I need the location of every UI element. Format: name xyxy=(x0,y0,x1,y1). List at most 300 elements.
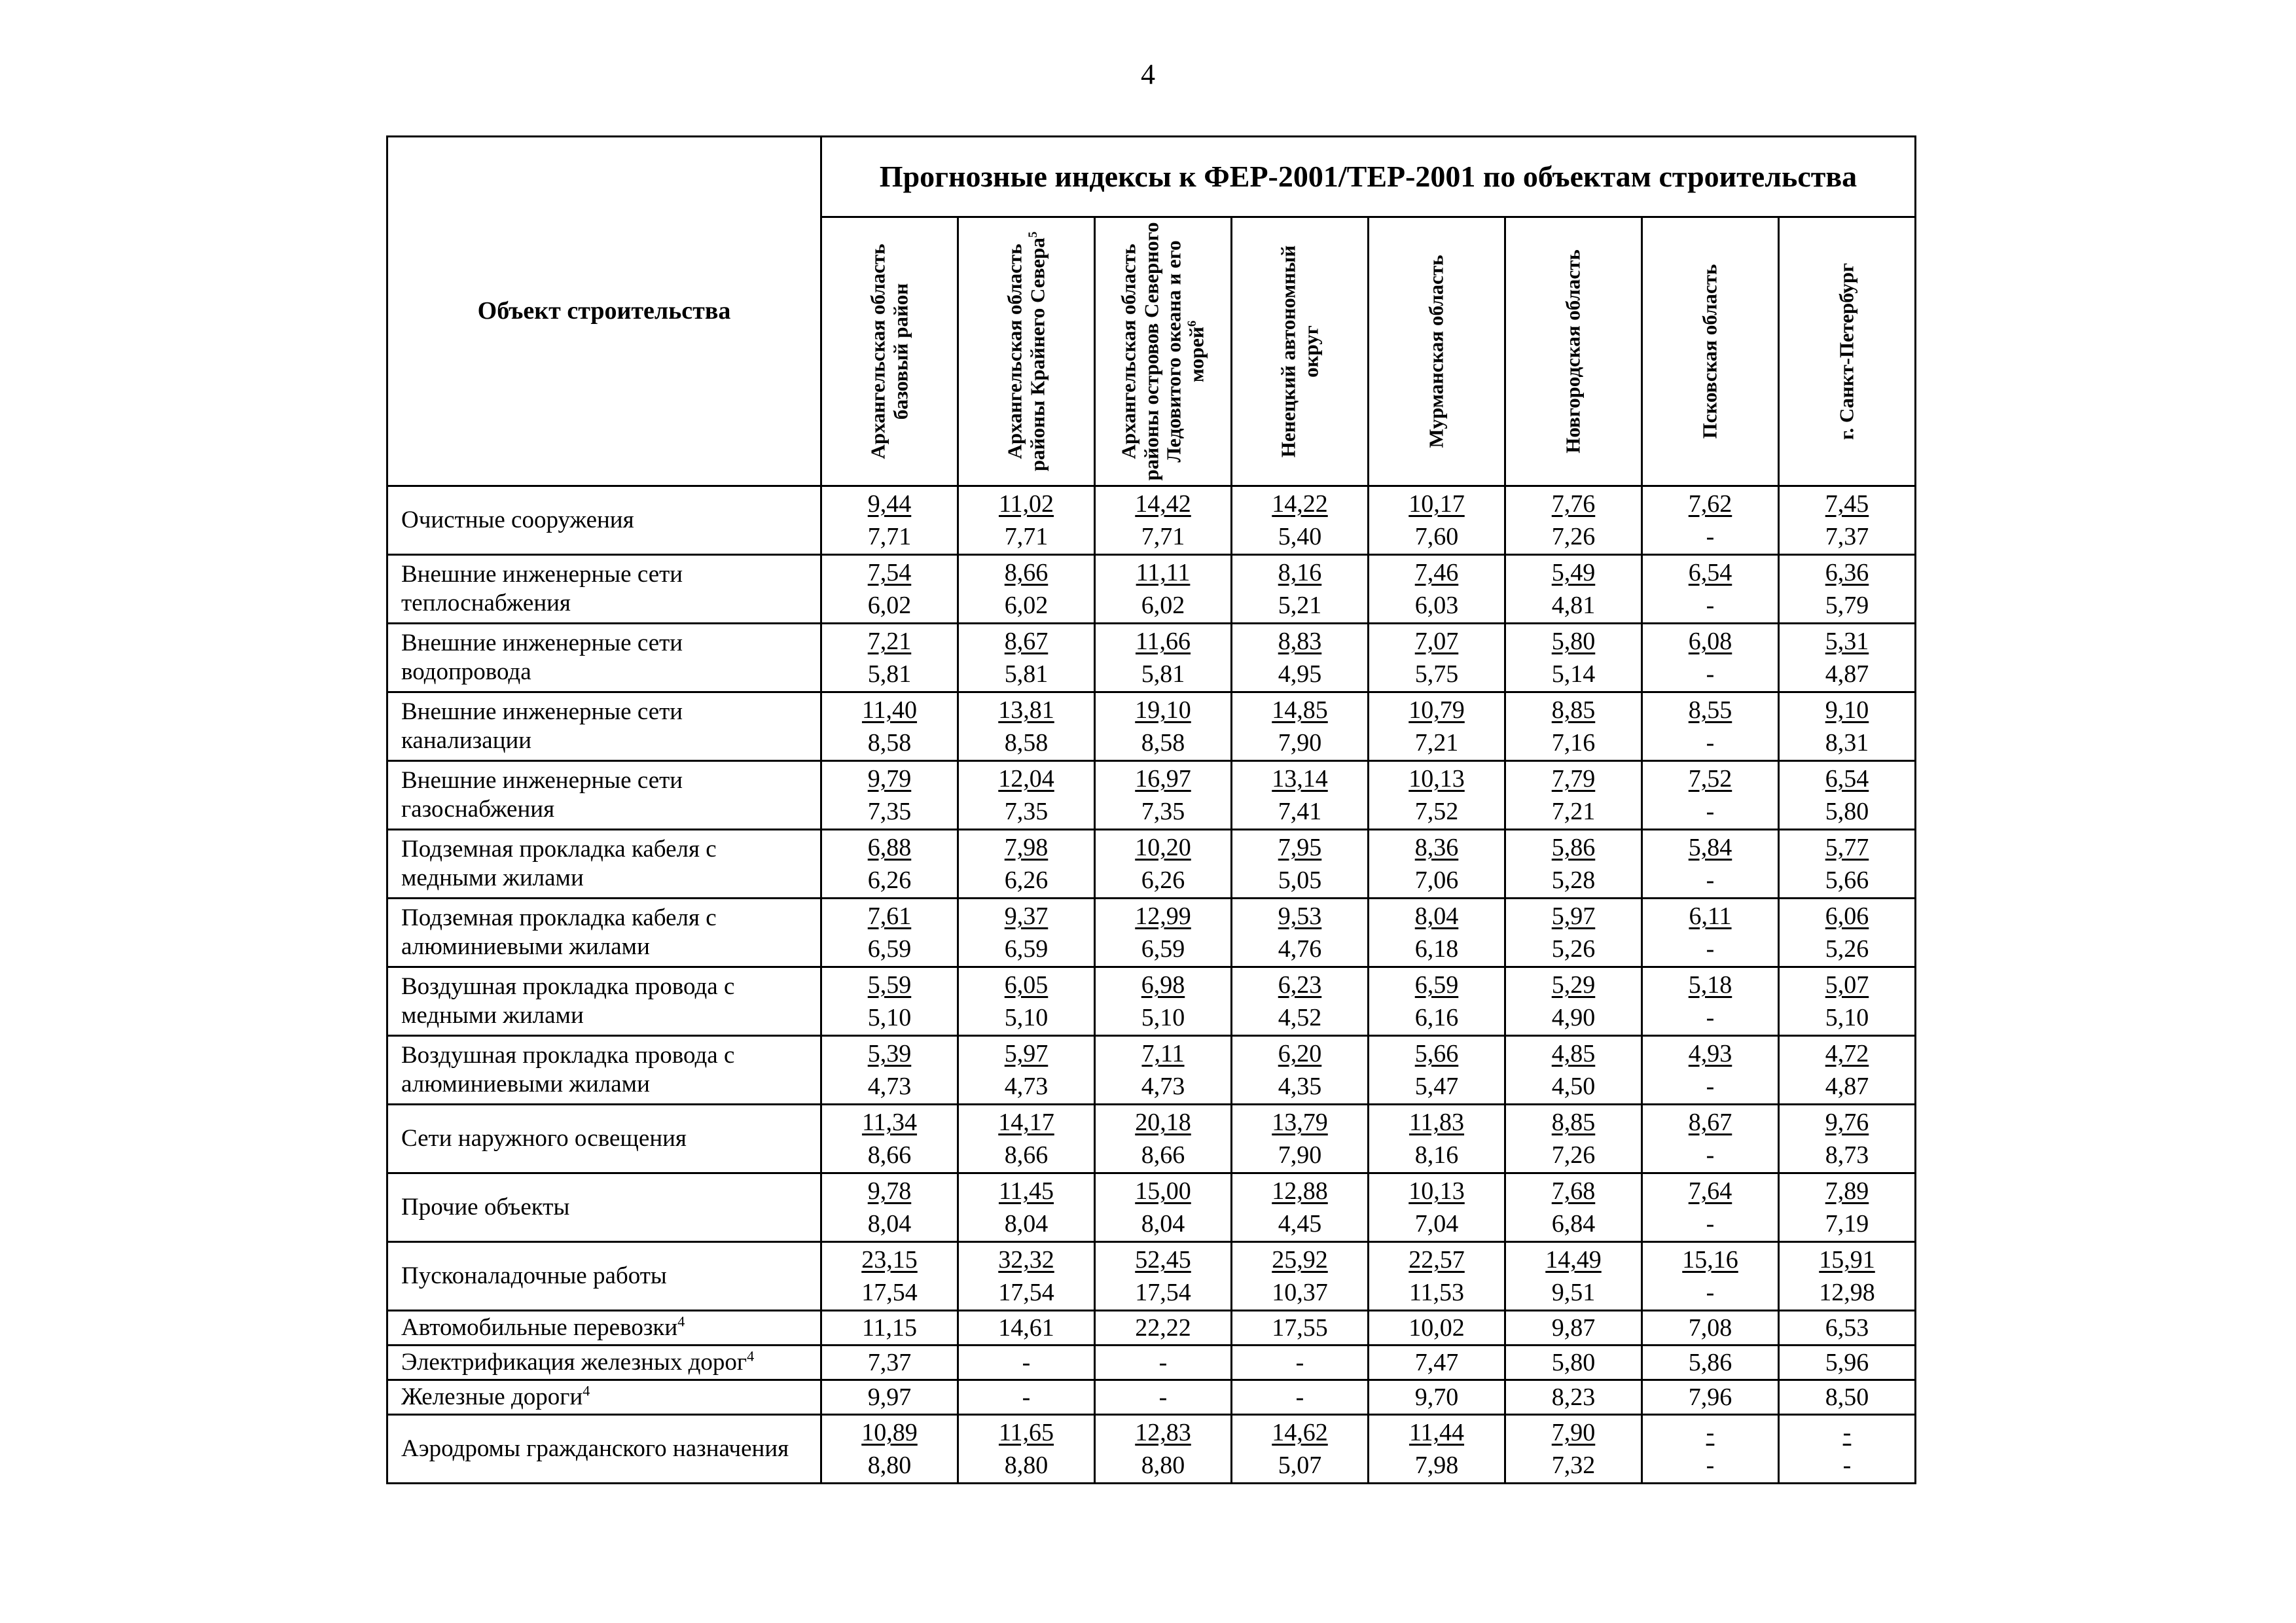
base-index-value: 8,16 xyxy=(1414,1141,1459,1169)
base-index-value: 5,26 xyxy=(1825,935,1869,963)
index-value: 7,96 xyxy=(1688,1383,1732,1411)
index-cell xyxy=(1505,555,1642,624)
forecast-index-value: 25,92 xyxy=(1272,1246,1328,1274)
base-index-value: 7,32 xyxy=(1551,1452,1596,1479)
index-cell xyxy=(958,1173,1095,1242)
index-cell xyxy=(821,830,958,899)
index-value: 17,55 xyxy=(1272,1314,1328,1342)
table-row xyxy=(387,899,1916,967)
forecast-index-value: 7,76 xyxy=(1551,490,1596,518)
forecast-index-value: 6,06 xyxy=(1825,902,1869,930)
base-index-value: - xyxy=(1706,1073,1715,1100)
base-index-value: 7,35 xyxy=(1141,798,1185,825)
forecast-index-value: 6,08 xyxy=(1688,628,1732,655)
index-cell xyxy=(1232,1105,1369,1173)
index-cell xyxy=(1095,555,1232,624)
index-value: - xyxy=(1158,1383,1168,1411)
index-cell xyxy=(1095,1242,1232,1311)
index-value: - xyxy=(1295,1349,1304,1376)
construction-object-name: Внешние инженерные сети канализации xyxy=(401,698,683,754)
index-cell xyxy=(1779,1173,1916,1242)
table-row xyxy=(387,624,1916,692)
index-cell xyxy=(1369,555,1505,624)
construction-object-name: Воздушная прокладка провода с медными жилами xyxy=(401,972,735,1029)
index-cell xyxy=(821,486,958,555)
footnote-marker: 4 xyxy=(677,1313,685,1330)
base-index-value: 4,87 xyxy=(1825,660,1869,688)
index-cell xyxy=(958,624,1095,692)
forecast-index-value: 10,89 xyxy=(861,1419,918,1446)
base-index-value: 8,58 xyxy=(867,729,912,757)
index-cell xyxy=(821,1173,958,1242)
construction-object-name: Подземная прокладка кабеля с алюминиевыми жилами xyxy=(401,904,717,960)
index-cell xyxy=(958,1036,1095,1105)
index-value: 9,97 xyxy=(867,1383,912,1411)
index-cell xyxy=(1095,486,1232,555)
region-column-header xyxy=(821,217,958,486)
base-index-value: 17,54 xyxy=(861,1279,918,1306)
forecast-index-value: 14,42 xyxy=(1135,490,1191,518)
forecast-index-value: 5,66 xyxy=(1414,1040,1459,1067)
index-cell xyxy=(1232,1346,1369,1380)
forecast-index-table xyxy=(386,135,1916,1484)
base-index-value: 6,59 xyxy=(1004,935,1049,963)
base-index-value: 5,07 xyxy=(1278,1452,1322,1479)
index-cell xyxy=(821,899,958,967)
index-cell xyxy=(1369,1346,1505,1380)
forecast-index-value: 10,13 xyxy=(1408,1177,1465,1205)
index-cell xyxy=(1369,624,1505,692)
base-index-value: 6,18 xyxy=(1414,935,1459,963)
index-cell xyxy=(1095,1346,1232,1380)
index-cell xyxy=(1642,1415,1779,1484)
base-index-value: 4,50 xyxy=(1551,1073,1596,1100)
index-value: 6,53 xyxy=(1825,1314,1869,1342)
forecast-index-value: 12,83 xyxy=(1135,1419,1191,1446)
base-index-value: 6,26 xyxy=(867,866,912,894)
base-index-value: 5,79 xyxy=(1825,592,1869,619)
construction-object-cell xyxy=(387,761,821,830)
index-cell xyxy=(1095,899,1232,967)
index-cell xyxy=(1505,1415,1642,1484)
region-column-text: Новгородская область xyxy=(1561,249,1585,454)
base-index-value: 8,66 xyxy=(1004,1141,1049,1169)
index-value: 7,08 xyxy=(1688,1314,1732,1342)
index-cell xyxy=(1505,967,1642,1036)
base-index-value: - xyxy=(1706,866,1715,894)
index-cell xyxy=(1369,967,1505,1036)
forecast-index-value: 5,39 xyxy=(867,1040,912,1067)
forecast-index-value: 6,54 xyxy=(1688,559,1732,586)
index-cell xyxy=(958,1105,1095,1173)
index-cell xyxy=(821,1380,958,1415)
index-cell xyxy=(1232,1036,1369,1105)
base-index-value: 6,26 xyxy=(1004,866,1049,894)
base-index-value: 7,35 xyxy=(867,798,912,825)
index-cell xyxy=(1369,761,1505,830)
construction-object-cell xyxy=(387,1380,821,1415)
base-index-value: 5,26 xyxy=(1551,935,1596,963)
construction-object-name: Пусконаладочные работы xyxy=(401,1262,667,1289)
forecast-index-value: 9,78 xyxy=(867,1177,912,1205)
forecast-index-value: 13,79 xyxy=(1272,1109,1328,1136)
forecast-index-value: 6,20 xyxy=(1278,1040,1322,1067)
table-row xyxy=(387,1173,1916,1242)
forecast-index-value: 8,36 xyxy=(1414,834,1459,861)
forecast-index-value: 7,52 xyxy=(1688,765,1732,793)
base-index-value: 4,52 xyxy=(1278,1004,1322,1031)
region-column-label xyxy=(1277,221,1322,482)
index-cell xyxy=(1642,1242,1779,1311)
index-cell xyxy=(1232,624,1369,692)
index-cell xyxy=(958,967,1095,1036)
forecast-index-value: 11,34 xyxy=(861,1109,918,1136)
index-value: 9,87 xyxy=(1551,1314,1596,1342)
forecast-index-value: 9,10 xyxy=(1825,696,1869,724)
index-cell xyxy=(1779,1105,1916,1173)
index-cell xyxy=(958,830,1095,899)
index-cell xyxy=(958,555,1095,624)
forecast-index-value: 5,86 xyxy=(1551,834,1596,861)
base-index-value: 5,10 xyxy=(1141,1004,1185,1031)
table-row xyxy=(387,830,1916,899)
base-index-value: 11,53 xyxy=(1408,1279,1465,1306)
forecast-index-value: 10,20 xyxy=(1135,834,1191,861)
forecast-index-value: 5,49 xyxy=(1551,559,1596,586)
construction-object-name: Электрификация железных дорог xyxy=(401,1348,747,1376)
forecast-index-value: 8,16 xyxy=(1278,559,1322,586)
forecast-index-value: 11,11 xyxy=(1136,559,1191,586)
construction-object-name: Внешние инженерные сети газоснабжения xyxy=(401,766,683,823)
base-index-value: 5,05 xyxy=(1278,866,1322,894)
forecast-index-value: - xyxy=(1706,1419,1715,1446)
base-index-value: 7,37 xyxy=(1825,523,1869,550)
index-cell xyxy=(1369,899,1505,967)
index-value: 5,86 xyxy=(1688,1349,1732,1376)
construction-object-cell xyxy=(387,1415,821,1484)
region-column-label xyxy=(1836,221,1859,482)
index-cell xyxy=(958,1242,1095,1311)
index-cell xyxy=(1779,1036,1916,1105)
forecast-index-value: 7,07 xyxy=(1414,628,1459,655)
base-index-value: 5,75 xyxy=(1414,660,1459,688)
base-index-value: 4,73 xyxy=(1004,1073,1049,1100)
base-index-value: - xyxy=(1706,935,1715,963)
table-row xyxy=(387,1415,1916,1484)
base-index-value: 5,66 xyxy=(1825,866,1869,894)
index-cell xyxy=(958,1415,1095,1484)
region-column-header xyxy=(1232,217,1369,486)
index-cell xyxy=(821,692,958,761)
forecast-index-value: 5,97 xyxy=(1551,902,1596,930)
forecast-index-value: 7,90 xyxy=(1551,1419,1596,1446)
base-index-value: 7,60 xyxy=(1414,523,1459,550)
base-index-value: 4,45 xyxy=(1278,1210,1322,1238)
forecast-index-value: 8,67 xyxy=(1004,628,1049,655)
construction-object-name: Очистные сооружения xyxy=(401,506,634,533)
region-column-text: Архангельская область районы Крайнего Севера xyxy=(1003,238,1049,472)
region-column-text: Мурманская область xyxy=(1424,255,1448,448)
forecast-index-value: 15,16 xyxy=(1682,1246,1738,1274)
base-index-value: 17,54 xyxy=(998,1279,1054,1306)
forecast-index-value: 5,80 xyxy=(1551,628,1596,655)
base-index-value: 8,58 xyxy=(1141,729,1185,757)
base-index-value: - xyxy=(1706,729,1715,757)
index-value: 14,61 xyxy=(998,1314,1054,1342)
forecast-index-value: 7,11 xyxy=(1141,1040,1185,1067)
base-index-value: 7,90 xyxy=(1278,1141,1322,1169)
base-index-value: 5,81 xyxy=(1141,660,1185,688)
index-value: 10,02 xyxy=(1408,1314,1465,1342)
index-cell xyxy=(1505,1346,1642,1380)
index-cell xyxy=(1642,1346,1779,1380)
base-index-value: 4,73 xyxy=(1141,1073,1185,1100)
base-index-value: 7,35 xyxy=(1004,798,1049,825)
forecast-index-value: 14,49 xyxy=(1545,1246,1602,1274)
construction-object-cell xyxy=(387,555,821,624)
forecast-index-value: 14,85 xyxy=(1272,696,1328,724)
forecast-index-value: 14,22 xyxy=(1272,490,1328,518)
forecast-index-value: 7,61 xyxy=(867,902,912,930)
forecast-index-value: 11,40 xyxy=(861,696,918,724)
forecast-index-value: 8,04 xyxy=(1414,902,1459,930)
base-index-value: - xyxy=(1706,1004,1715,1031)
object-column-header: Объект строительства xyxy=(387,137,821,486)
forecast-index-value: 9,44 xyxy=(867,490,912,518)
index-cell xyxy=(958,1380,1095,1415)
forecast-index-value: 8,55 xyxy=(1688,696,1732,724)
index-cell xyxy=(821,967,958,1036)
forecast-index-value: 10,79 xyxy=(1408,696,1465,724)
index-cell xyxy=(1369,1036,1505,1105)
base-index-value: 4,90 xyxy=(1551,1004,1596,1031)
index-cell xyxy=(1779,624,1916,692)
base-index-value: - xyxy=(1706,1279,1715,1306)
base-index-value: 6,02 xyxy=(867,592,912,619)
base-index-value: 8,66 xyxy=(1141,1141,1185,1169)
index-cell xyxy=(1095,1173,1232,1242)
index-cell xyxy=(1095,1036,1232,1105)
index-cell xyxy=(1642,1036,1779,1105)
forecast-index-value: 5,84 xyxy=(1688,834,1732,861)
index-cell xyxy=(821,1311,958,1346)
base-index-value: 6,03 xyxy=(1414,592,1459,619)
forecast-index-value: 5,77 xyxy=(1825,834,1869,861)
forecast-index-value: 11,45 xyxy=(998,1177,1054,1205)
forecast-index-value: 6,05 xyxy=(1004,971,1049,999)
base-index-value: 7,71 xyxy=(1004,523,1049,550)
table-row xyxy=(387,1242,1916,1311)
index-cell xyxy=(1232,692,1369,761)
forecast-index-value: 8,85 xyxy=(1551,1109,1596,1136)
forecast-index-value: 9,53 xyxy=(1278,902,1322,930)
index-cell xyxy=(1369,1242,1505,1311)
index-value: 8,50 xyxy=(1825,1383,1869,1411)
forecast-index-value: 6,98 xyxy=(1141,971,1185,999)
base-index-value: 7,71 xyxy=(1141,523,1185,550)
index-cell xyxy=(1232,486,1369,555)
table-row xyxy=(387,1105,1916,1173)
index-cell xyxy=(1232,1380,1369,1415)
base-index-value: 8,31 xyxy=(1825,729,1869,757)
base-index-value: 5,47 xyxy=(1414,1073,1459,1100)
base-index-value: - xyxy=(1706,1141,1715,1169)
forecast-index-value: 5,07 xyxy=(1825,971,1869,999)
table-row xyxy=(387,486,1916,555)
region-column-text: Архангельская область районы островов Северного Ледовитого океана и его морей xyxy=(1117,222,1208,481)
forecast-index-value: 7,79 xyxy=(1551,765,1596,793)
index-cell xyxy=(1642,486,1779,555)
forecast-index-value: 4,93 xyxy=(1688,1040,1732,1067)
index-value: 7,37 xyxy=(867,1349,912,1376)
construction-object-cell xyxy=(387,899,821,967)
forecast-index-value: 7,64 xyxy=(1688,1177,1732,1205)
index-cell xyxy=(1095,1105,1232,1173)
base-index-value: - xyxy=(1842,1452,1852,1479)
forecast-index-value: 20,18 xyxy=(1135,1109,1191,1136)
index-value: - xyxy=(1022,1349,1031,1376)
base-index-value: 4,76 xyxy=(1278,935,1322,963)
forecast-index-value: 5,31 xyxy=(1825,628,1869,655)
base-index-value: 5,21 xyxy=(1278,592,1322,619)
index-cell xyxy=(1505,1173,1642,1242)
region-column-header xyxy=(1505,217,1642,486)
forecast-index-value: 6,59 xyxy=(1414,971,1459,999)
index-cell xyxy=(1095,967,1232,1036)
forecast-index-value: 7,21 xyxy=(867,628,912,655)
region-column-label xyxy=(1118,221,1209,482)
index-cell xyxy=(1232,830,1369,899)
forecast-index-value: 32,32 xyxy=(998,1246,1054,1274)
base-index-value: - xyxy=(1706,1452,1715,1479)
index-cell xyxy=(1505,761,1642,830)
index-cell xyxy=(1232,761,1369,830)
index-cell xyxy=(1369,1380,1505,1415)
index-cell xyxy=(1232,1242,1369,1311)
base-index-value: 7,04 xyxy=(1414,1210,1459,1238)
base-index-value: 5,10 xyxy=(867,1004,912,1031)
forecast-index-value: 5,97 xyxy=(1004,1040,1049,1067)
construction-object-cell xyxy=(387,1036,821,1105)
index-cell xyxy=(958,1346,1095,1380)
base-index-value: - xyxy=(1706,660,1715,688)
forecast-index-value: 9,76 xyxy=(1825,1109,1869,1136)
region-column-header xyxy=(958,217,1095,486)
forecast-index-value: 11,83 xyxy=(1408,1109,1465,1136)
base-index-value: 8,80 xyxy=(1004,1452,1049,1479)
base-index-value: 7,21 xyxy=(1414,729,1459,757)
base-index-value: 9,51 xyxy=(1551,1279,1596,1306)
base-index-value: 7,71 xyxy=(867,523,912,550)
base-index-value: 5,14 xyxy=(1551,660,1596,688)
construction-object-cell xyxy=(387,1242,821,1311)
construction-object-cell xyxy=(387,830,821,899)
index-cell xyxy=(1369,486,1505,555)
index-cell xyxy=(1369,1415,1505,1484)
table-body xyxy=(387,486,1916,1484)
forecast-index-value: 15,00 xyxy=(1135,1177,1191,1205)
region-column-text: г. Санкт-Петербург xyxy=(1835,262,1858,440)
index-cell xyxy=(1505,830,1642,899)
forecast-index-value: 4,72 xyxy=(1825,1040,1869,1067)
base-index-value: 6,16 xyxy=(1414,1004,1459,1031)
index-cell xyxy=(821,1242,958,1311)
table-row xyxy=(387,692,1916,761)
index-cell xyxy=(1232,899,1369,967)
index-cell xyxy=(1505,1242,1642,1311)
base-index-value: 5,28 xyxy=(1551,866,1596,894)
base-index-value: 7,52 xyxy=(1414,798,1459,825)
forecast-index-value: 11,65 xyxy=(998,1419,1054,1446)
index-cell xyxy=(1779,761,1916,830)
construction-object-cell xyxy=(387,1311,821,1346)
region-column-header xyxy=(1369,217,1505,486)
footnote-marker: 4 xyxy=(583,1382,590,1399)
forecast-index-value: 12,04 xyxy=(998,765,1054,793)
forecast-index-value: 11,66 xyxy=(1135,628,1191,655)
forecast-index-value: 7,68 xyxy=(1551,1177,1596,1205)
forecast-index-value: 5,29 xyxy=(1551,971,1596,999)
base-index-value: 6,26 xyxy=(1141,866,1185,894)
index-cell xyxy=(1505,899,1642,967)
base-index-value: - xyxy=(1706,523,1715,550)
index-cell xyxy=(821,1346,958,1380)
base-index-value: 4,35 xyxy=(1278,1073,1322,1100)
forecast-index-value: 8,67 xyxy=(1688,1109,1732,1136)
base-index-value: 6,02 xyxy=(1141,592,1185,619)
forecast-index-value: 15,91 xyxy=(1819,1246,1875,1274)
index-cell xyxy=(1779,692,1916,761)
index-cell xyxy=(821,555,958,624)
index-cell xyxy=(1505,692,1642,761)
index-value: - xyxy=(1158,1349,1168,1376)
index-cell xyxy=(821,761,958,830)
index-cell xyxy=(1095,692,1232,761)
construction-object-cell xyxy=(387,967,821,1036)
forecast-index-value: 14,17 xyxy=(998,1109,1054,1136)
page-number: 4 xyxy=(1141,58,1155,90)
base-index-value: 7,98 xyxy=(1414,1452,1459,1479)
base-index-value: 5,80 xyxy=(1825,798,1869,825)
index-cell xyxy=(1642,1311,1779,1346)
base-index-value: 5,10 xyxy=(1004,1004,1049,1031)
index-cell xyxy=(1779,1242,1916,1311)
index-cell xyxy=(958,1311,1095,1346)
index-value: 8,23 xyxy=(1551,1383,1596,1411)
table-row xyxy=(387,1380,1916,1415)
index-value: - xyxy=(1295,1383,1304,1411)
index-cell xyxy=(1642,1173,1779,1242)
table-row xyxy=(387,555,1916,624)
base-index-value: 17,54 xyxy=(1135,1279,1191,1306)
table-row xyxy=(387,1346,1916,1380)
index-cell xyxy=(1642,967,1779,1036)
index-cell xyxy=(1642,1105,1779,1173)
index-cell xyxy=(1095,1415,1232,1484)
forecast-index-value: 52,45 xyxy=(1135,1246,1191,1274)
index-cell xyxy=(821,1415,958,1484)
index-value: - xyxy=(1022,1383,1031,1411)
index-cell xyxy=(958,899,1095,967)
base-index-value: 8,58 xyxy=(1004,729,1049,757)
region-column-header xyxy=(1642,217,1779,486)
construction-object-name: Аэродромы гражданского назначения xyxy=(401,1435,789,1462)
construction-object-name: Внешние инженерные сети теплоснабжения xyxy=(401,560,683,616)
base-index-value: 8,04 xyxy=(1141,1210,1185,1238)
index-cell xyxy=(1095,830,1232,899)
forecast-index-value: 11,44 xyxy=(1408,1419,1465,1446)
index-cell xyxy=(1505,486,1642,555)
